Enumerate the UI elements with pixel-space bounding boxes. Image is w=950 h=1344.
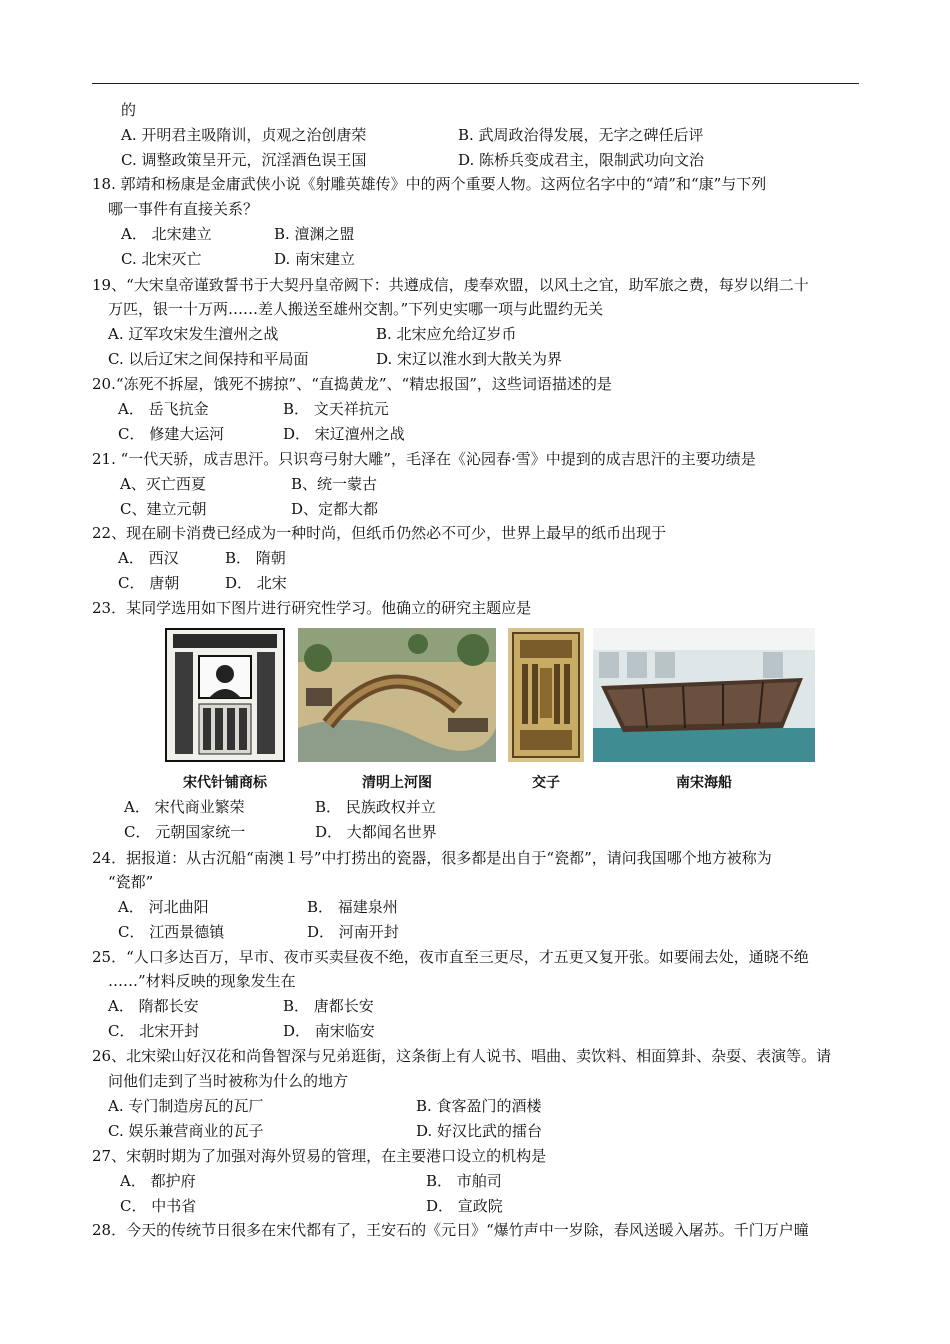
answer-option: B． 唐都长安	[283, 997, 374, 1015]
answer-option: D． 河南开封	[307, 923, 399, 941]
answer-option: D． 宋辽澶州之战	[283, 425, 405, 443]
answer-option: D. 宋辽以淮水到大散关为界	[376, 350, 563, 368]
answer-option: B. 武周政治得发展，无字之碑任后评	[458, 126, 704, 144]
answer-option: C. 北宋灭亡	[121, 250, 202, 268]
painting-image	[298, 628, 496, 762]
question-line: 28．今天的传统节日很多在宋代都有了，王安石的《元日》“爆竹声中一岁除，春风送暖入屠苏。千门万户曈	[92, 1221, 809, 1239]
answer-option: B. 食客盈门的酒楼	[416, 1097, 542, 1115]
question-line: ……”材料反映的现象发生在	[108, 972, 296, 990]
question-line: 23．某同学选用如下图片进行研究性学习。他确立的研究主题应是	[92, 599, 532, 617]
answer-option: C． 江西景德镇	[118, 923, 225, 941]
answer-option: B． 民族政权并立	[315, 798, 436, 816]
answer-option: D、定都大都	[291, 500, 379, 518]
question-line: 22、现在刷卡消费已经成为一种时尚，但纸币仍然必不可少，世界上最早的纸币出现于	[92, 524, 667, 542]
question-line: 问他们走到了当时被称为什么的地方	[108, 1072, 349, 1090]
answer-option: D． 大都闻名世界	[315, 823, 437, 841]
question-line: 19、“大宋皇帝谨致誓书于大契丹皇帝阙下：共遵成信，虔奉欢盟，以风土之宜，助军旅之费，每岁以绢二十	[92, 276, 809, 294]
ship-image	[593, 628, 815, 762]
header-rule	[92, 83, 859, 84]
figure-strip	[160, 628, 820, 798]
question-line: 万匹，银一十万两……差人搬送至雄州交割。”下列史实哪一项与此盟约无关	[108, 300, 604, 318]
answer-option: D. 南宋建立	[274, 250, 356, 268]
answer-option: B． 隋朝	[225, 549, 286, 567]
answer-option: C． 中书省	[120, 1197, 197, 1215]
answer-option: A． 都护府	[120, 1172, 196, 1190]
answer-option: B、统一蒙古	[291, 475, 378, 493]
answer-option: C． 元朝国家统一	[124, 823, 246, 841]
figure-caption: 清明上河图	[362, 775, 432, 791]
answer-option: A． 宋代商业繁荣	[124, 798, 245, 816]
question-line: 26、北宋梁山好汉花和尚鲁智深与兄弟逛街，这条街上有人说书、唱曲、卖饮料、相面算卦、杂耍、表演等。请	[92, 1047, 832, 1065]
answer-option: B. 北宋应允给辽岁币	[376, 325, 517, 343]
answer-option: C． 修建大运河	[118, 425, 225, 443]
answer-option: C. 以后辽宋之间保持和平局面	[108, 350, 309, 368]
question-line: 27、宋朝时期为了加强对海外贸易的管理，在主要港口设立的机构是	[92, 1147, 547, 1165]
answer-option: A、灭亡西夏	[120, 475, 206, 493]
figure-caption: 南宋海船	[676, 775, 732, 791]
answer-option: B． 市舶司	[426, 1172, 502, 1190]
answer-option: C． 北宋开封	[108, 1022, 200, 1040]
answer-option: C. 娱乐兼营商业的瓦子	[108, 1122, 264, 1140]
trademark-image	[165, 628, 285, 762]
answer-option: D． 南宋临安	[283, 1022, 375, 1040]
figure-caption: 宋代针铺商标	[183, 775, 267, 791]
answer-option: A． 北宋建立	[121, 225, 212, 243]
jiaozi-image	[508, 628, 584, 762]
answer-option: D. 好汉比武的擂台	[416, 1122, 543, 1140]
answer-option: A. 辽军攻宋发生澶州之战	[108, 325, 279, 343]
answer-option: C． 唐朝	[118, 574, 180, 592]
question-line: 的	[121, 101, 137, 119]
question-line: 18. 郭靖和杨康是金庸武侠小说《射雕英雄传》中的两个重要人物。这两位名字中的“靖”和“康”与下列	[92, 175, 767, 193]
question-line: “瓷都”	[108, 873, 154, 891]
question-line: 21. “一代天骄，成吉思汗。只识弯弓射大雕”，毛泽在《沁园春·雪》中提到的成吉思汗的主要功绩是	[92, 450, 756, 468]
answer-option: B. 澶渊之盟	[274, 225, 355, 243]
answer-option: A． 西汉	[118, 549, 179, 567]
answer-option: B． 福建泉州	[307, 898, 398, 916]
question-line: 20.“冻死不拆屋，饿死不掳掠”、“直捣黄龙”、“精忠报国”，这些词语描述的是	[92, 375, 612, 393]
answer-option: A． 岳飞抗金	[118, 400, 209, 418]
answer-option: A． 隋都长安	[108, 997, 199, 1015]
answer-option: C、建立元朝	[120, 500, 207, 518]
question-line: 24．据报道：从古沉船“南澳１号”中打捞出的瓷器，很多都是出自于“瓷都”，请问我国哪个地方被称为	[92, 849, 772, 867]
answer-option: D． 宣政院	[426, 1197, 503, 1215]
answer-option: B． 文天祥抗元	[283, 400, 389, 418]
answer-option: A. 开明君主吸隋训，贞观之治创唐荣	[121, 126, 367, 144]
answer-option: A． 河北曲阳	[118, 898, 209, 916]
question-line: 哪一事件有直接关系？	[108, 200, 259, 218]
question-line: 25．“人口多达百万，早市、夜市买卖昼夜不绝，夜市直至三更尽，才五更又复开张。如要闹去处，通晓不绝	[92, 948, 809, 966]
answer-option: C. 调整政策呈开元，沉淫酒色误王国	[121, 151, 367, 169]
answer-option: D． 北宋	[225, 574, 287, 592]
figure-caption: 交子	[532, 775, 560, 791]
answer-option: D. 陈桥兵变成君主，限制武功向文治	[458, 151, 705, 169]
answer-option: A. 专门制造房瓦的瓦厂	[108, 1097, 264, 1115]
